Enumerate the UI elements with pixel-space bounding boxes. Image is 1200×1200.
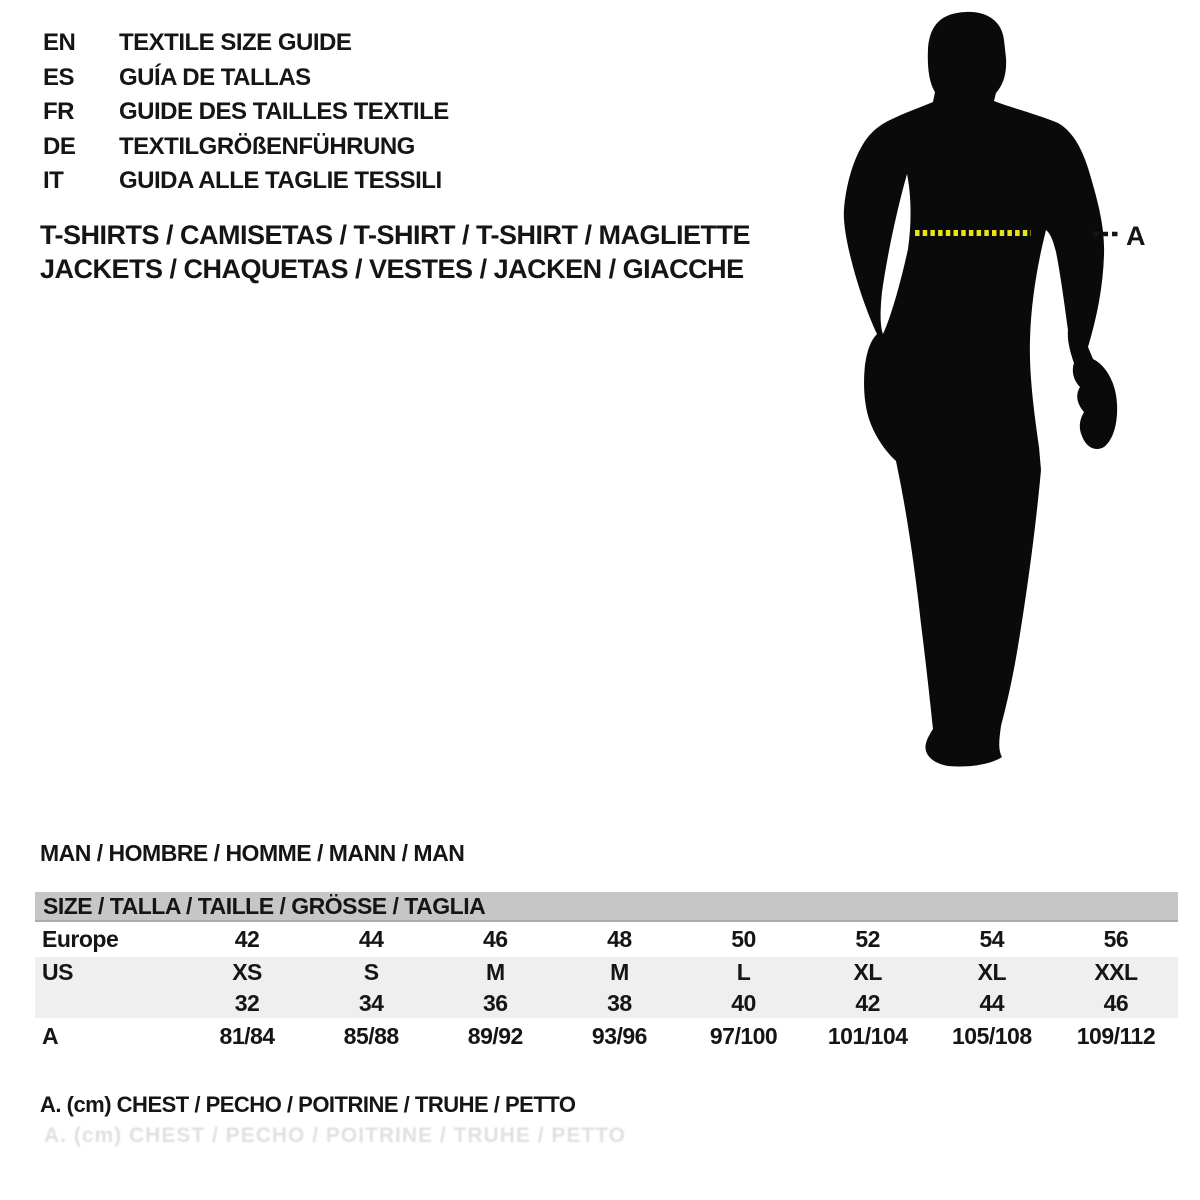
table-cell: 105/108 (951, 1023, 1032, 1049)
man-silhouette-shape (844, 12, 1117, 767)
language-guide-title: GUIDA ALLE TAGLIE TESSILI (119, 167, 442, 195)
language-row-de (43, 130, 449, 165)
table-cell: 89/92 (467, 1023, 523, 1049)
table-cell: 32 (234, 989, 260, 1016)
category-line-tshirts: T-SHIRTS / CAMISETAS / T-SHIRT / T-SHIRT / MAGLIETTE (40, 220, 751, 250)
language-code: FR (43, 98, 74, 126)
size-table-header-label: SIZE / TALLA / TAILLE / GRÖSSE / TAGLIA (43, 892, 486, 919)
language-row-it (43, 164, 449, 199)
table-cell: 34 (358, 989, 384, 1016)
man-silhouette-figure (820, 0, 1200, 800)
table-cell: 97/100 (709, 1023, 778, 1049)
table-cell: 46 (483, 926, 508, 952)
table-row (35, 957, 1178, 988)
table-cell: XS (232, 959, 262, 985)
language-row-en (43, 26, 449, 61)
measurement-footnote-echo: A. (cm) CHEST / PECHO / POITRINE / TRUHE / PETTO (44, 1124, 627, 1147)
table-cell: 38 (607, 989, 632, 1016)
language-guide-title: TEXTILE SIZE GUIDE (119, 29, 352, 56)
table-cell: 48 (607, 926, 632, 952)
language-title-list (43, 26, 449, 199)
table-cell: 54 (979, 926, 1005, 952)
language-guide-title: GUIDE DES TAILLES TEXTILE (119, 98, 449, 126)
category-line-jackets: JACKETS / CHAQUETAS / VESTES / JACKEN / GIACCHE (40, 253, 744, 284)
language-code: ES (43, 63, 75, 91)
language-guide-title: GUÍA DE TALLAS (119, 63, 311, 91)
table-cell: 36 (483, 989, 508, 1016)
table-row-label: A (42, 1023, 59, 1049)
size-table (35, 892, 1178, 1055)
language-row-es (43, 61, 449, 96)
man-silhouette-svg (820, 0, 1200, 800)
section-title-man: MAN / HOMBRE / HOMME / MANN / MAN (40, 840, 465, 866)
table-cell: 101/104 (827, 1023, 908, 1049)
table-cell: 109/112 (1076, 1023, 1156, 1049)
table-cell: 42 (234, 926, 260, 952)
table-cell: L (736, 959, 751, 985)
table-row (35, 1018, 1178, 1055)
table-cell: 50 (731, 926, 756, 952)
language-code: IT (43, 167, 64, 195)
table-row (35, 988, 1178, 1018)
language-guide-title: TEXTILGRÖßENFÜHRUNG (119, 132, 415, 160)
table-cell: 44 (979, 989, 1005, 1016)
table-cell: S (363, 959, 379, 985)
table-row-label: Europe (42, 926, 119, 952)
language-row-fr (43, 95, 449, 130)
table-cell: 81/84 (219, 1023, 275, 1049)
table-cell: 46 (1103, 989, 1129, 1016)
table-cell: 40 (731, 989, 756, 1016)
table-cell: M (610, 959, 629, 985)
table-row-label: US (42, 959, 73, 985)
size-table-header (35, 892, 1178, 922)
table-row (35, 922, 1178, 957)
garment-categories (40, 219, 750, 286)
table-cell: 56 (1103, 926, 1129, 952)
table-cell: XL (853, 959, 882, 985)
table-cell: M (485, 959, 505, 985)
measure-label-a: A (1126, 221, 1146, 251)
table-cell: 93/96 (591, 1023, 647, 1049)
table-cell: XL (977, 959, 1006, 985)
language-code: EN (43, 29, 76, 56)
table-cell: 85/88 (343, 1023, 399, 1049)
table-cell: XXL (1094, 959, 1138, 985)
size-table-body (35, 922, 1178, 1055)
language-code: DE (43, 132, 76, 160)
table-cell: 52 (855, 926, 880, 952)
table-cell: 42 (855, 989, 880, 1016)
table-cell: 44 (358, 926, 384, 952)
measurement-footnote: A. (cm) CHEST / PECHO / POITRINE / TRUHE / PETTO (40, 1092, 576, 1117)
